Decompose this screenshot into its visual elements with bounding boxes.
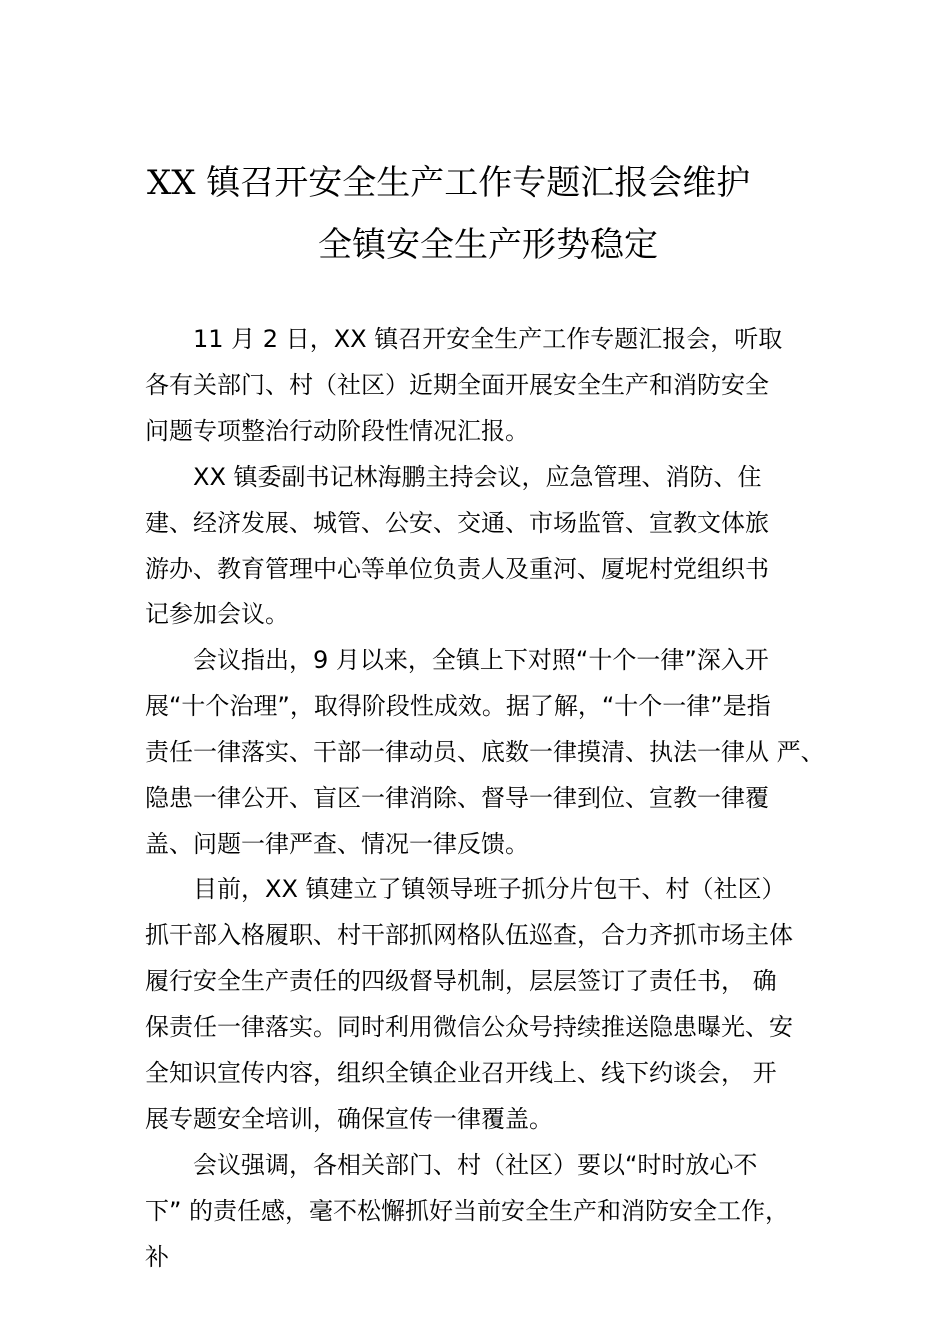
body-line-20: 下” 的责任感，毫不松懈抓好当前安全生产和消防安全工作， — [145, 1197, 790, 1225]
body-line-5: 建、经济发展、城管、公安、交通、市场监管、宣教文体旅 — [145, 509, 769, 537]
body-line-3: 问题专项整治行动阶段性情况汇报。 — [145, 417, 529, 445]
body-line-4: XX 镇委副书记林海鹏主持会议，应急管理、消防、住 — [193, 463, 762, 491]
body-line-7: 记参加会议。 — [145, 600, 289, 628]
body-line-8: 会议指出，9 月以来，全镇上下对照“十个一律”深入开 — [193, 646, 769, 674]
body-line-17: 全知识宣传内容，组织全镇企业召开线上、线下约谈会， 开 — [145, 1059, 777, 1087]
body-line-11: 隐患一律公开、盲区一律消除、督导一律到位、宣教一律覆 — [145, 784, 769, 812]
document-title-line-2: 全镇安全生产形势稳定 — [318, 225, 658, 265]
document-title-line-1: XX 镇召开安全生产工作专题汇报会维护 — [147, 163, 751, 203]
body-line-12: 盖、问题一律严查、情况一律反馈。 — [145, 830, 529, 858]
body-line-9: 展“十个治理”，取得阶段性成效。据了解，“十个一律”是指 — [145, 692, 771, 720]
body-line-2: 各有关部门、村（社区）近期全面开展安全生产和消防安全 — [145, 371, 769, 399]
body-line-18: 展专题安全培训，确保宣传一律覆盖。 — [145, 1105, 553, 1133]
body-line-14: 抓干部入格履职、村干部抓网格队伍巡查，合力齐抓市场主体 — [145, 921, 793, 949]
body-line-13: 目前，XX 镇建立了镇领导班子抓分片包干、村（社区） — [193, 875, 786, 903]
body-line-21: 补 — [145, 1243, 169, 1271]
body-line-15: 履行安全生产责任的四级督导机制，层层签订了责任书， 确 — [145, 967, 777, 995]
body-line-1: 11 月 2 日，XX 镇召开安全生产工作专题汇报会，听取 — [193, 325, 783, 353]
body-line-19: 会议强调，各相关部门、村（社区）要以“时时放心不 — [193, 1151, 758, 1179]
body-line-10: 责任一律落实、干部一律动员、底数一律摸清、执法一律从 严、 — [145, 738, 825, 766]
body-line-16: 保责任一律落实。同时利用微信公众号持续推送隐患曝光、安 — [145, 1013, 793, 1041]
body-line-6: 游办、教育管理中心等单位负责人及重河、厦坭村党组织书 — [145, 555, 769, 583]
